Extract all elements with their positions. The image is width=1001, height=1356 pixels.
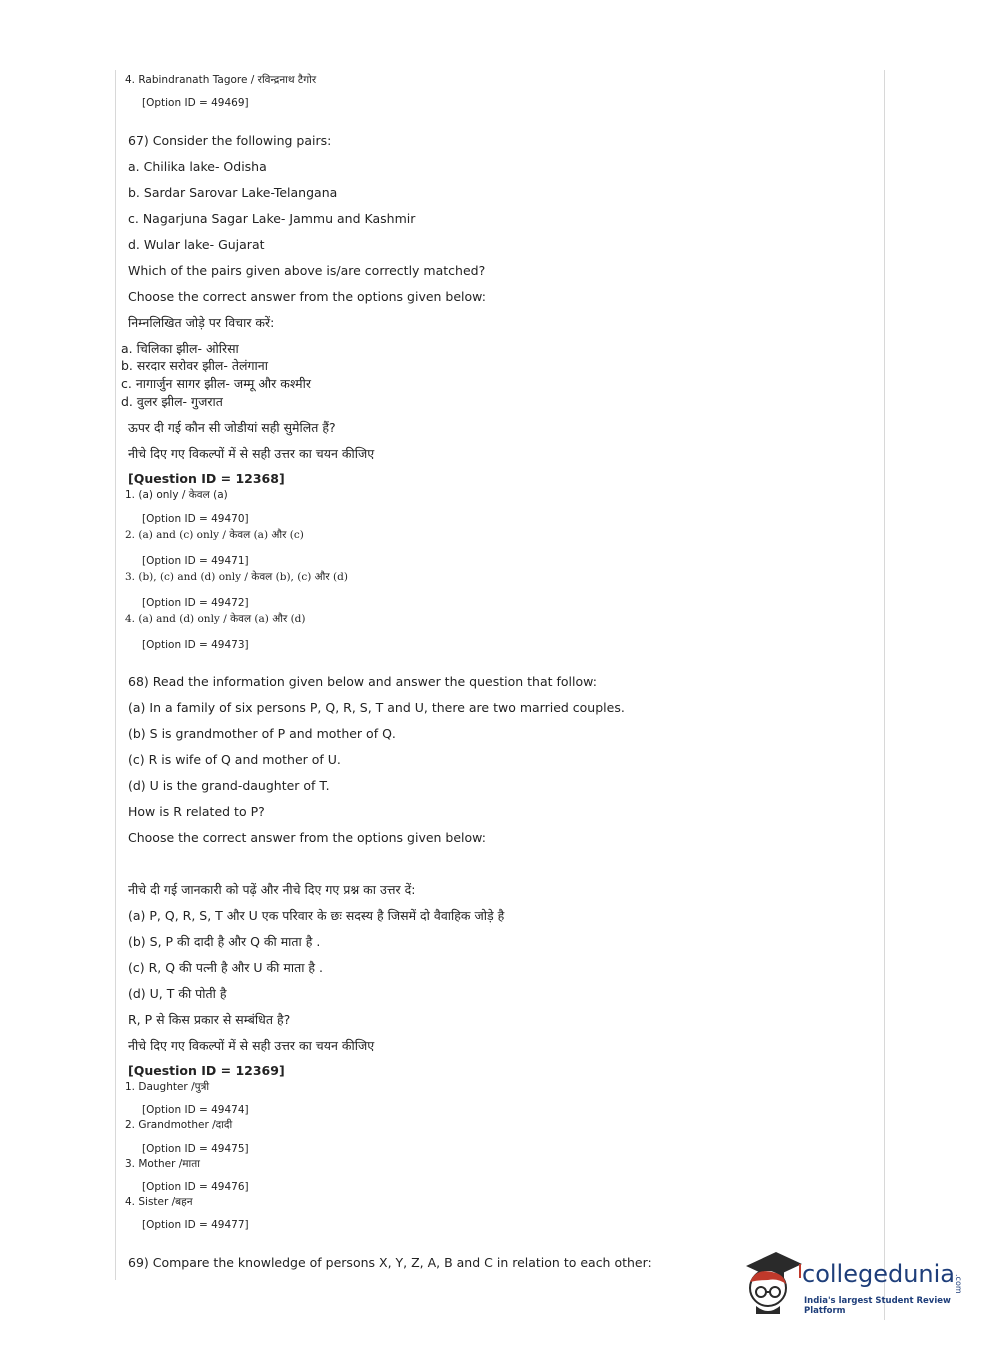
q67-hindi-pair-c: c. नागार्जुन सागर झील- जम्मू और कश्मीर: [121, 376, 311, 391]
logo-tagline: India's largest Student Review Platform: [804, 1296, 951, 1316]
q68-option-4: 4. Sister /बहन: [125, 1196, 193, 1208]
logo-wordmark: collegedunia: [802, 1260, 956, 1288]
collegedunia-logo: [742, 1248, 972, 1318]
q68-fact-b: (b) S is grandmother of P and mother of Q.: [128, 726, 396, 741]
q68-question: How is R related to P?: [128, 804, 265, 819]
q68-hindi-heading: नीचे दी गई जानकारी को पढ़ें और नीचे दिए गए प्रश्न का उत्तर दें:: [128, 882, 416, 897]
q67-pair-b: b. Sardar Sarovar Lake-Telangana: [128, 185, 338, 200]
q67-hindi-question: ऊपर दी गई कौन सी जोडीयां सही सुमेलित हैं?: [128, 420, 336, 435]
q67-instruction: Choose the correct answer from the options given below:: [128, 289, 486, 304]
q67-pair-d: d. Wular lake- Gujarat: [128, 237, 265, 252]
q67-hindi-pair-d: d. वुलर झील- गुजरात: [121, 394, 223, 409]
page-border-left: [115, 70, 116, 1280]
q67-option-1-id: [Option ID = 49470]: [142, 513, 249, 525]
q67-option-1: 1. (a) only / केवल (a): [125, 489, 228, 501]
q68-hindi-instruction: नीचे दिए गए विकल्पों में से सही उत्तर का चयन कीजिए: [128, 1038, 375, 1053]
q68-instruction: Choose the correct answer from the options given below:: [128, 830, 486, 845]
q68-hindi-question: R, P से किस प्रकार से सम्बंधित है?: [128, 1012, 291, 1027]
q67-option-3: 3. (b), (c) and (d) only / केवल (b), (c) और (d): [125, 571, 348, 583]
q68-hindi-fact-a: (a) P, Q, R, S, T और U एक परिवार के छः सदस्य है जिसमें दो वैवाहिक जोड़े है: [128, 908, 505, 923]
q68-fact-c: (c) R is wife of Q and mother of U.: [128, 752, 341, 767]
q67-hindi-heading: निम्नलिखित जोड़े पर विचार करें:: [128, 315, 275, 330]
q67-option-4-id: [Option ID = 49473]: [142, 639, 249, 651]
q67-hindi-pair-b: b. सरदार सरोवर झील- तेलंगाना: [121, 358, 268, 373]
q67-heading: 67) Consider the following pairs:: [128, 133, 332, 148]
q68-option-2-id: [Option ID = 49475]: [142, 1143, 249, 1155]
logo-suffix: .com: [954, 1274, 963, 1294]
q67-hindi-pair-a: a. चिलिका झील- ओरिसा: [121, 341, 239, 356]
q68-heading: 68) Read the information given below and answer the question that follow:: [128, 674, 597, 689]
q67-pair-c: c. Nagarjuna Sagar Lake- Jammu and Kashmir: [128, 211, 416, 226]
q68-option-1: 1. Daughter /पुत्री: [125, 1081, 210, 1093]
q68-option-4-id: [Option ID = 49477]: [142, 1219, 249, 1231]
q68-option-3: 3. Mother /माता: [125, 1158, 200, 1170]
q67-option-2: 2. (a) and (c) only / केवल (a) और (c): [125, 529, 304, 541]
q68-question-id: [Question ID = 12369]: [128, 1063, 285, 1078]
q68-fact-a: (a) In a family of six persons P, Q, R, S, T and U, there are two married couples.: [128, 700, 625, 715]
q67-hindi-instruction: नीचे दिए गए विकल्पों में से सही उत्तर का चयन कीजिए: [128, 446, 375, 461]
mascot-icon: [742, 1248, 804, 1316]
page-border-right: [884, 70, 885, 1320]
q67-pair-a: a. Chilika lake- Odisha: [128, 159, 267, 174]
q67-question-id: [Question ID = 12368]: [128, 471, 285, 486]
prev-option-4: 4. Rabindranath Tagore / रविन्द्रनाथ टैगोर: [125, 74, 317, 86]
q68-hindi-fact-c: (c) R, Q की पत्नी है और U की माता है .: [128, 960, 323, 975]
q67-question: Which of the pairs given above is/are correctly matched?: [128, 263, 486, 278]
q68-option-1-id: [Option ID = 49474]: [142, 1104, 249, 1116]
q67-option-3-id: [Option ID = 49472]: [142, 597, 249, 609]
q68-option-2: 2. Grandmother /दादी: [125, 1119, 233, 1131]
q67-option-4: 4. (a) and (d) only / केवल (a) और (d): [125, 613, 306, 625]
q68-hindi-fact-d: (d) U, T की पोती है: [128, 986, 227, 1001]
prev-option-id: [Option ID = 49469]: [142, 97, 249, 109]
q69-heading: 69) Compare the knowledge of persons X, Y, Z, A, B and C in relation to each other:: [128, 1255, 652, 1270]
q68-option-3-id: [Option ID = 49476]: [142, 1181, 249, 1193]
q67-option-2-id: [Option ID = 49471]: [142, 555, 249, 567]
q68-fact-d: (d) U is the grand-daughter of T.: [128, 778, 330, 793]
q68-hindi-fact-b: (b) S, P की दादी है और Q की माता है .: [128, 934, 321, 949]
